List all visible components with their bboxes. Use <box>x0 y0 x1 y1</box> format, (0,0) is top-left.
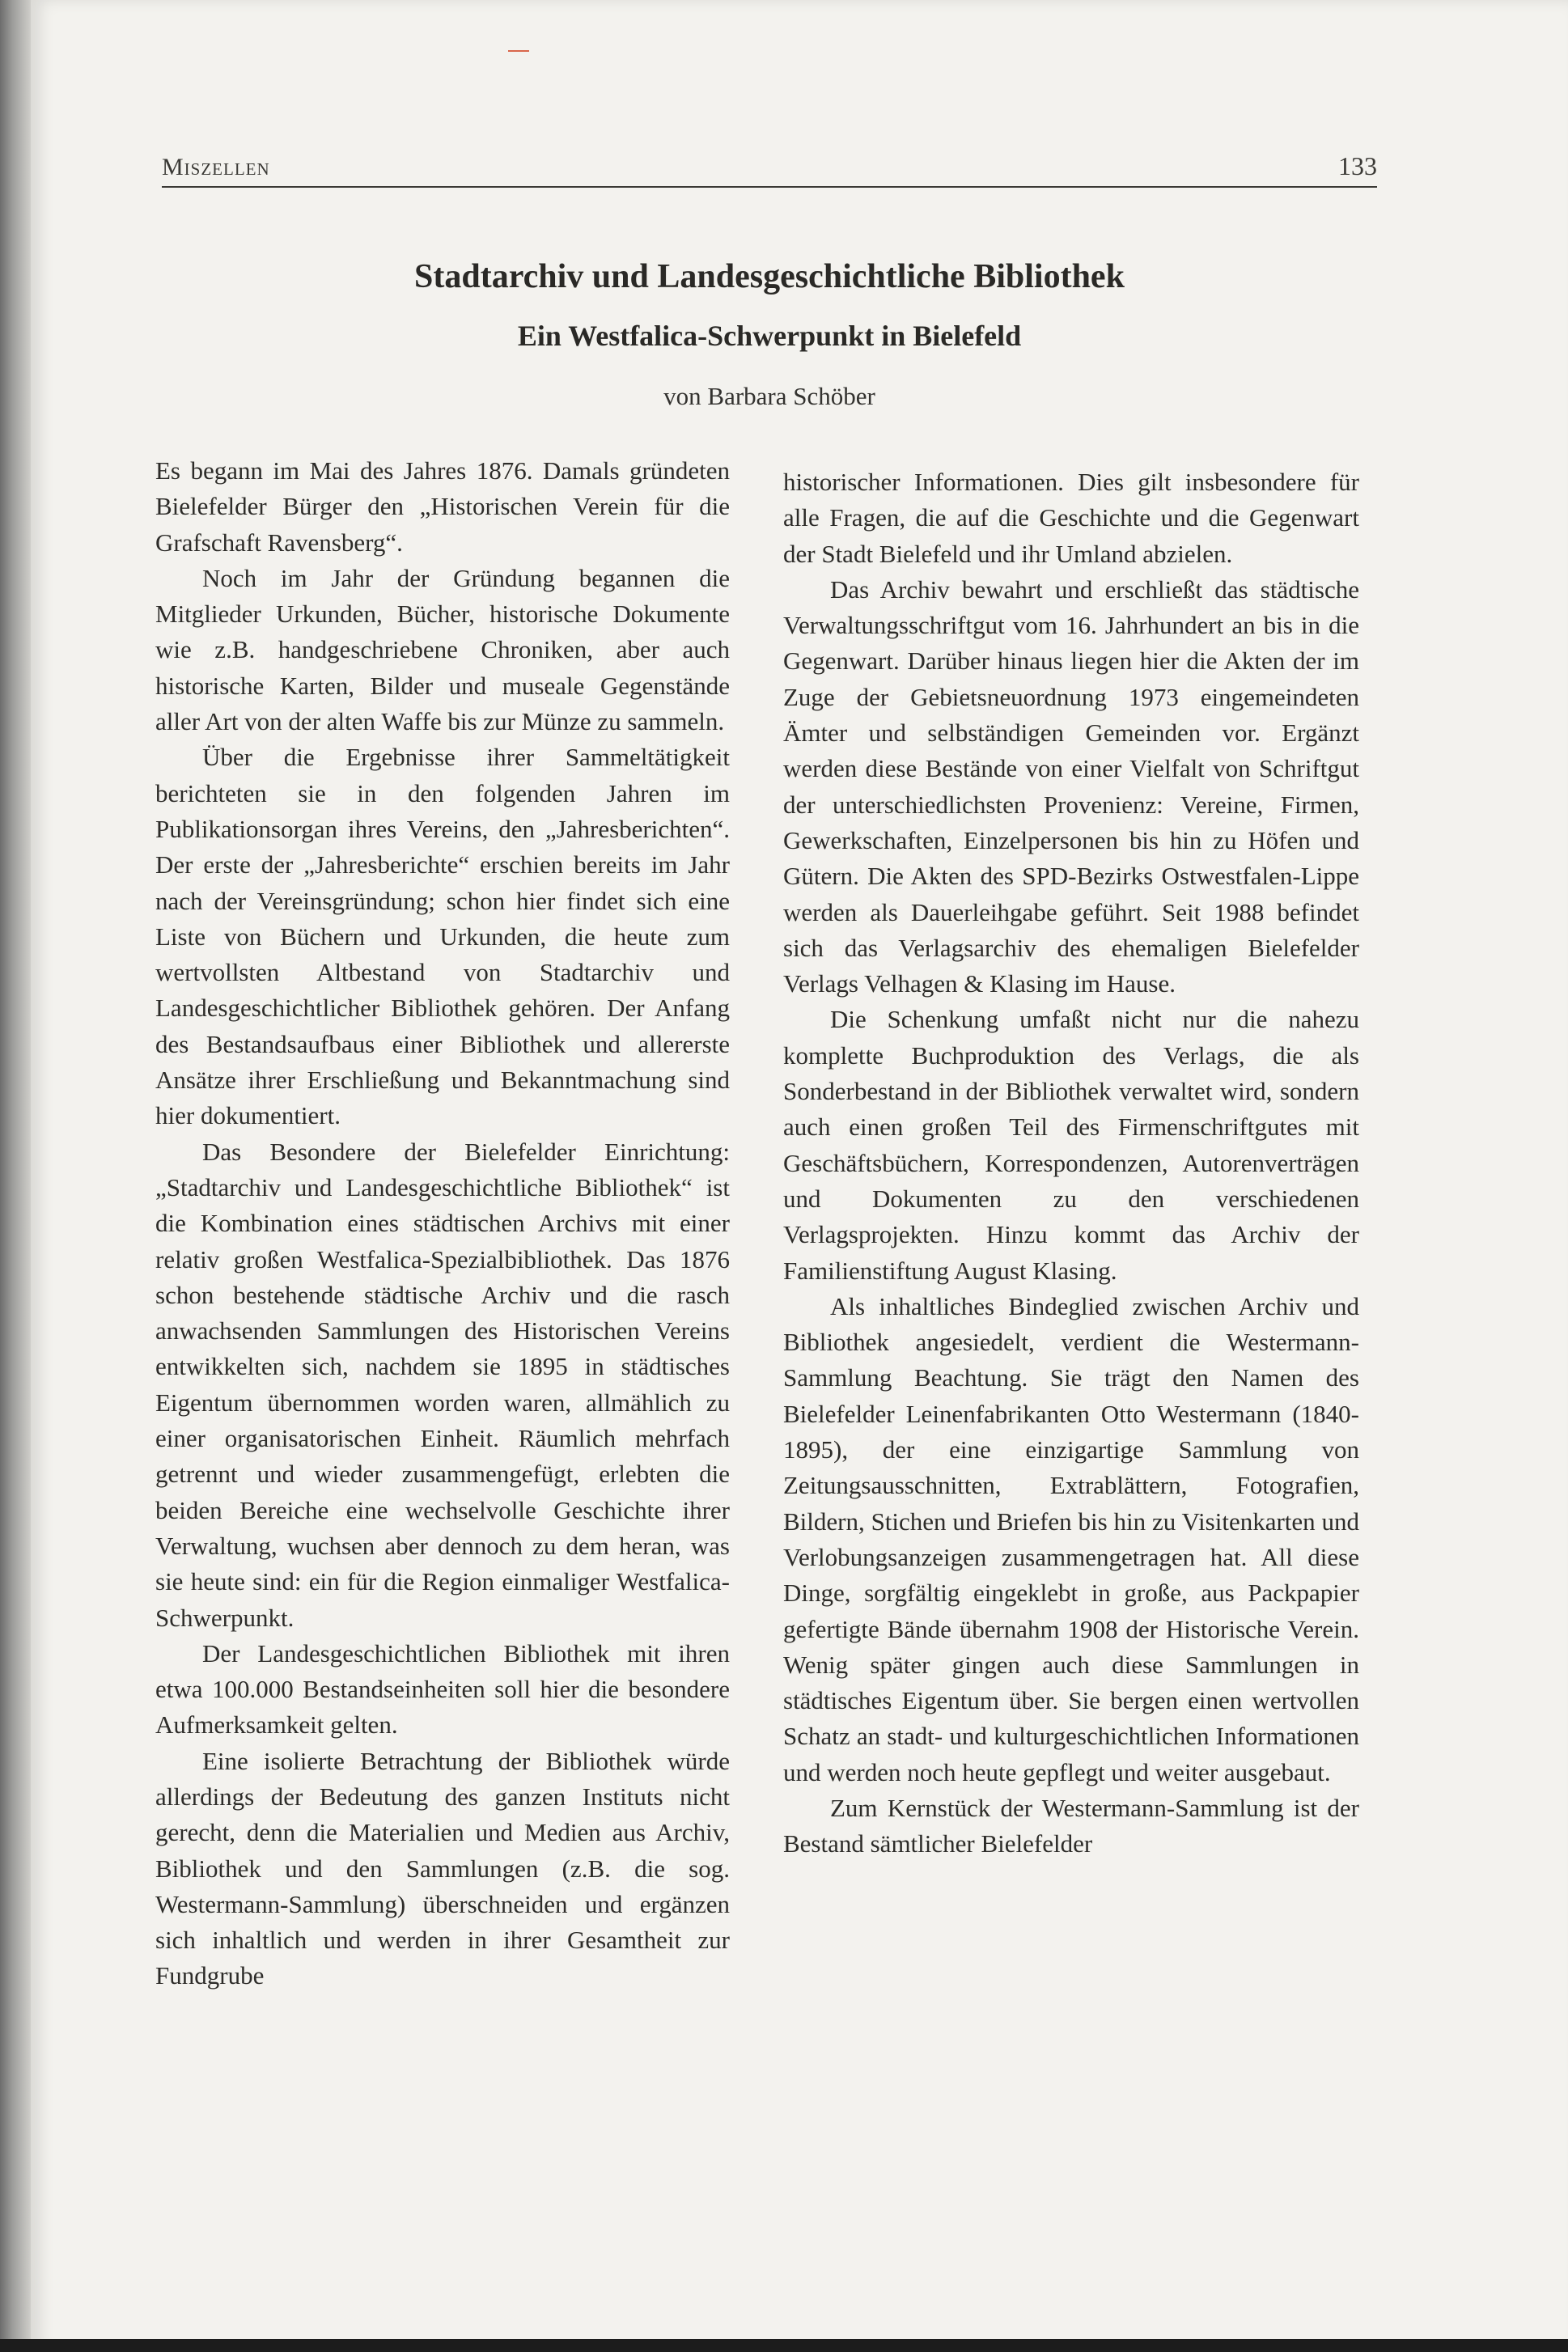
article-author: von Barbara Schöber <box>663 382 875 410</box>
paragraph: Der Landesgeschichtlichen Bibliothek mit ihren etwa 100.000 Bestandseinheiten soll hier die besondere Aufmerksamkeit gelten. <box>155 1638 730 1740</box>
article-title: Stadtarchiv und Landesgeschichtliche Bibliothek <box>414 258 1125 295</box>
paragraph: Die Schenkung umfaßt nicht nur die nahezu komplette Buchproduktion des Verlags, die als Sonderbestand in der Bibliothek verwaltet wird, sondern auch einen großen Teil des Firmenschriftgutes mit Geschäftsbüchern, Korrespondenzen, Autorenverträgen und Dokumenten zu den verschiedenen Verlagsprojekten. Hinzu kommt das Archiv der Familienstiftung August Klasing. <box>783 1005 1359 1285</box>
paragraph: Als inhaltliches Bindeglied zwischen Archiv und Bibliothek angesiedelt, verdient die Westermann-Sammlung Beachtung. Sie trägt den Namen des Bielefelder Leinenfabrikanten Otto Westermann (1840-1895), der eine einzigartige Sammlung von Zeitungsausschnitten, Extrablättern, Fotografien, Bildern, Stichen und Briefen bis hin zu Visitenkarten und Verlobungsanzeigen zusammengetragen hat. All diese Dinge, sorgfältig eingeklebt in große, aus Packpapier gefertigte Bände übernahm 1908 der Historische Verein. Wenig später gingen auch diese Sammlungen in städtisches Eigentum über. Sie bergen einen wertvollen Schatz an stadt- und kulturgeschichtlichen Informationen und werden noch heute gepflegt und weiter ausgebaut. <box>783 1291 1359 1786</box>
scan-bottom-edge <box>0 2339 1568 2352</box>
section-label: Miszellen <box>162 154 270 180</box>
paragraph: Zum Kernstück der Westermann-Sammlung ist der Bestand sämtlicher Bielefelder <box>783 1793 1359 1858</box>
red-mark <box>508 50 529 52</box>
paragraph: Über die Ergebnisse ihrer Sammeltätigkeit berichteten sie in den folgenden Jahren im Publikationsorgan ihres Vereins, den „Jahresberichten“. Der erste der „Jahresberichte“ erschien bereits im Jahr nach der Vereinsgründung; schon hier findet sich eine Liste von Büchern und Urkunden, die heute zum wertvollsten Altbestand von Stadtarchiv und Landesgeschichtlicher Bibliothek gehören. Der Anfang des Bestandsaufbaus einer Bibliothek und allererste Ansätze ihrer Erschließung und Bekanntmachung sind hier dokumentiert. <box>155 743 730 1130</box>
running-head <box>162 150 1377 188</box>
paragraph: Noch im Jahr der Gründung begannen die Mitglieder Urkunden, Bücher, historische Dokumente wie z.B. handgeschriebene Chroniken, aber auch historische Karten, Bilder und museale Gegenstände aller Art von der alten Waffe bis zur Münze zu sammeln. <box>155 563 730 736</box>
paragraph: Das Besondere der Bielefelder Einrichtung: „Stadtarchiv und Landesgeschichtliche Bibliothek“ ist die Kombination eines städtischen Archivs mit einer relativ großen Westfalica-Spezialbibliothek. Das 1876 schon bestehende städtische Archiv und die rasch anwachsenden Sammlungen des Historischen Vereins entwikkelten sich, nachdem sie 1895 in städtisches Eigentum übernommen worden waren, allmählich zu einer organisatorischen Einheit. Räumlich mehrfach getrennt und wieder zusammengefügt, erlebten die beiden Bereiche eine wechselvolle Geschichte ihrer Verwaltung, wuchsen aber dennoch zu dem heran, was sie heute sind: ein für die Region einmaliger Westfalica-Schwerpunkt. <box>155 1137 730 1632</box>
page-number: 133 <box>1338 151 1377 180</box>
paragraph: Das Archiv bewahrt und erschließt das städtische Verwaltungsschriftgut vom 16. Jahrhundert an bis in die Gegenwart. Darüber hinaus liegen hier die Akten der im Zuge der Gebietsneuordnung 1973 eingemeindeten Ämter und selbständigen Gemeinden vor. Ergänzt werden diese Bestände von einer Vielfalt von Schriftgut der unterschiedlichsten Provenienz: Vereine, Firmen, Gewerkschaften, Einzelpersonen bis hin zu Höfen und Gütern. Die Akten des SPD-Bezirks Ostwestfalen-Lippe werden als Dauerleihgabe geführt. Seit 1988 befindet sich das Verlagsarchiv des ehemaligen Bielefelder Verlags Velhagen & Klasing im Hause. <box>783 574 1359 998</box>
left-column <box>155 453 730 1994</box>
paragraph: Es begann im Mai des Jahres 1876. Damals gründeten Bielefelder Bürger den „Historischen Verein für die Grafschaft Ravensberg“. <box>155 456 730 557</box>
paragraph: historischer Informationen. Dies gilt insbesondere für alle Fragen, die auf die Geschichte und die Gegenwart der Stadt Bielefeld und ihr Umland abzielen. <box>783 468 1359 568</box>
article-subtitle: Ein Westfalica-Schwerpunkt in Bielefeld <box>517 320 1022 352</box>
right-column <box>783 464 1359 1863</box>
paragraph: Eine isolierte Betrachtung der Bibliothek würde allerdings der Bedeutung des ganzen Instituts nicht gerecht, denn die Materialien und Medien aus Archiv, Bibliothek und den Sammlungen (z.B. die sog. Westermann-Sammlung) überschneiden und ergänzen sich inhaltlich und werden in ihrer Gesamtheit zur Fundgrube <box>155 1746 730 1990</box>
book-gutter <box>0 0 31 2352</box>
